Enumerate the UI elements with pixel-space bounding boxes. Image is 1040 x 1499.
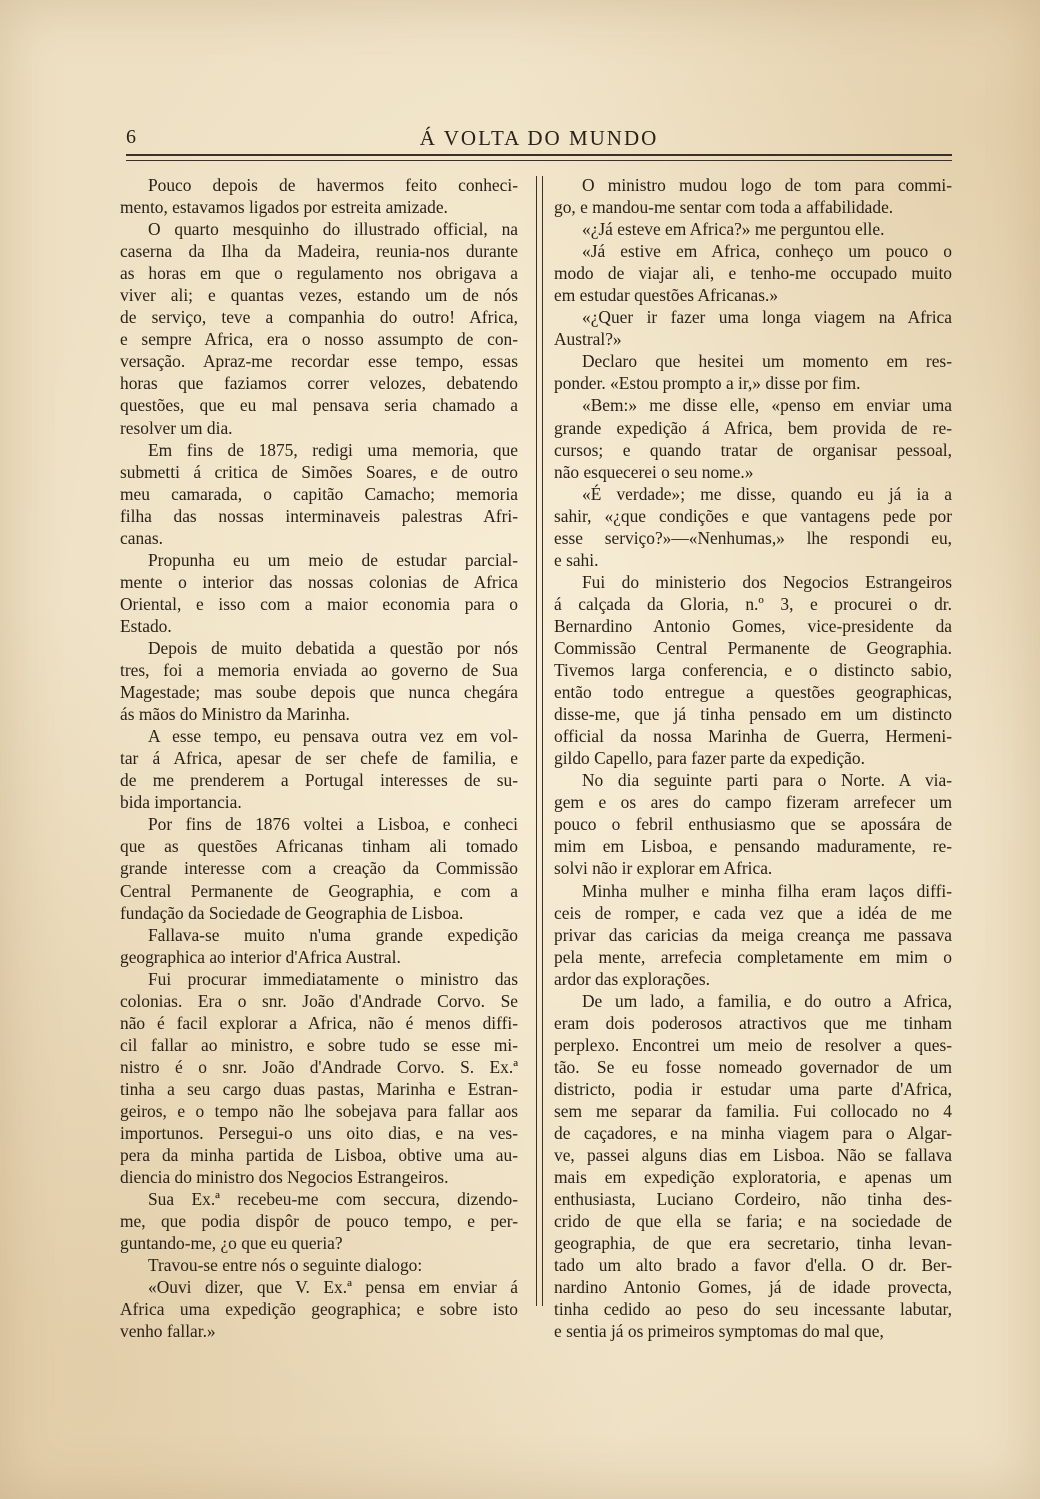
text-line: Fui procurar immediatamente o ministro das: [148, 968, 518, 989]
paragraph: [120, 637, 518, 725]
text-line: «¿Já esteve em Africa?» me perguntou elle.: [582, 219, 885, 240]
paragraph: [554, 990, 952, 1343]
text-line: filha das nossas interminaveis palestras Afri-: [120, 505, 518, 526]
text-line: mim em Lisboa, e pensando maduramente, re-: [554, 836, 952, 857]
text-line: de serviço, teve a companhia do outro! Africa,: [120, 307, 518, 328]
text-line: A esse tempo, eu pensava outra vez em vol-: [148, 726, 518, 747]
text-line: as horas em que o regulamento nos obrigava a: [120, 263, 518, 284]
text-line: ponder. «Estou prompto a ir,» disse por fim.: [554, 373, 861, 394]
text-line: Propunha eu um meio de estudar parcial-: [148, 549, 518, 570]
paragraph: [120, 1276, 518, 1342]
text-line: ardor das explorações.: [554, 968, 710, 989]
text-line: fundação da Sociedade de Geographia de Lisboa.: [120, 902, 464, 923]
text-line: No dia seguinte parti para o Norte. A via-: [582, 770, 952, 791]
paragraph: [120, 1254, 518, 1276]
text-line: me, que podia dispôr de pouco tempo, e per-: [120, 1211, 518, 1232]
text-line: crido de que ella se faria; e na sociedade de: [554, 1211, 952, 1232]
paragraph: [554, 394, 952, 482]
paragraph: [120, 439, 518, 549]
page-header: [126, 124, 952, 154]
header-rule-thin: [126, 160, 952, 161]
text-line: privar das caricias da meiga creança me passava: [554, 924, 952, 945]
text-line: tinha a seu cargo duas pastas, Marinha e Estran-: [120, 1078, 518, 1099]
text-line: O quarto mesquinho do illustrado official, na: [148, 219, 518, 240]
text-line: então todo entregue a questões geographicas,: [554, 682, 952, 703]
text-line: «Já estive em Africa, conheço um pouco o: [582, 241, 952, 262]
text-line: de me prenderem a Portugal interesses de su-: [120, 770, 518, 791]
text-line: venho fallar.»: [120, 1321, 216, 1342]
text-line: questões, que eu mal pensava seria chamado a: [120, 395, 518, 416]
text-line: Depois de muito debatida a questão por nós: [148, 637, 518, 658]
text-line: gem e os ares do campo fizeram arrefecer um: [554, 792, 952, 813]
paragraph: [120, 174, 518, 218]
text-line: tinha cedido ao peso do seu incessante labutar,: [554, 1299, 952, 1320]
text-line: nistro é o snr. João d'Andrade Corvo. S. Ex.ª: [120, 1056, 518, 1077]
text-line: mais em expedição exploratoria, e apenas um: [554, 1167, 952, 1188]
text-line: não esquecerei o seu nome.»: [554, 461, 754, 482]
text-line: Declaro que hesitei um momento em res-: [582, 351, 952, 372]
paragraph: [120, 813, 518, 923]
text-line: «Bem:» me disse elle, «penso em enviar uma: [582, 395, 952, 416]
text-line: Central Permanente de Geographia, e com a: [120, 880, 518, 901]
text-line: solvi não ir explorar em Africa.: [554, 858, 773, 879]
text-line: Austral?»: [554, 329, 622, 350]
text-line: perplexo. Encontrei um meio de resolver a ques-: [554, 1034, 952, 1055]
text-line: canas.: [120, 527, 163, 548]
text-line: Em fins de 1875, redigi uma memoria, que: [148, 439, 518, 460]
text-line: O ministro mudou logo de tom para commi-: [582, 175, 952, 195]
text-line: e sentia já os primeiros symptomas do mal que,: [554, 1321, 884, 1342]
text-line: Sua Ex.ª recebeu-me com seccura, dizendo-: [148, 1189, 518, 1210]
paragraph: [120, 549, 518, 637]
text-line: sahir, «¿que condições e que vantagens pede por: [554, 505, 952, 526]
paragraph: [554, 306, 952, 350]
text-line: Fallava-se muito n'uma grande expedição: [148, 924, 518, 945]
text-line: colonias. Era o snr. João d'Andrade Corvo. Se: [120, 990, 518, 1011]
text-line: cursos; e quando tratar de organisar pessoal,: [554, 439, 952, 460]
paragraph: [554, 174, 952, 218]
paragraph: [120, 924, 518, 968]
text-line: disse-me, que já tinha pensado em um distincto: [554, 704, 952, 725]
text-line: diencia do ministro dos Negocios Estrangeiros.: [120, 1167, 449, 1188]
text-line: Minha mulher e minha filha eram laços diffi-: [582, 880, 952, 901]
text-line: Magestade; mas soube depois que nunca chegára: [120, 682, 518, 703]
text-line: em estudar questões Africanas.»: [554, 285, 779, 306]
text-line: districto, podia ir estudar uma parte d'Africa,: [554, 1078, 952, 1099]
text-line: Africa uma expedição geographica; e sobre isto: [120, 1299, 518, 1320]
text-line: de caçadores, e na minha viagem para o Algar-: [554, 1123, 952, 1144]
paragraph: [120, 968, 518, 1188]
text-line: caserna da Ilha da Madeira, reunia-nos durante: [120, 241, 518, 262]
text-line: tado um alto brado a favor d'ella. O dr. Ber-: [554, 1255, 952, 1276]
text-line: pela mente, arrefecia completamente em mim o: [554, 946, 952, 967]
text-line: modo de viajar ali, e tenho-me occupado muito: [554, 263, 952, 284]
text-line: não é facil explorar a Africa, não é menos diffi-: [120, 1012, 518, 1033]
right-column: [554, 174, 952, 1342]
text-line: pera da minha partida de Lisboa, obtive uma au-: [120, 1145, 518, 1166]
paragraph: [554, 240, 952, 306]
text-line: resolver um dia.: [120, 417, 233, 438]
running-title: Á VOLTA DO MUNDO: [419, 126, 659, 150]
text-line: official da nossa Marinha de Guerra, Hermeni-: [554, 726, 952, 747]
text-line: enthusiasta, Luciano Cordeiro, não tinha des-: [554, 1189, 952, 1210]
text-line: ve, passei alguns dias em Lisboa. Não se fallava: [554, 1145, 952, 1166]
text-line: submetti á critica de Simões Soares, e de outro: [120, 461, 518, 482]
column-divider: [536, 176, 543, 1306]
text-line: e sahi.: [554, 549, 599, 570]
text-line: nardino Antonio Gomes, já de idade provecta,: [554, 1277, 952, 1298]
left-column: [120, 174, 518, 1342]
text-line: Estado.: [120, 615, 172, 636]
text-line: guntando-me, ¿o que eu queria?: [120, 1233, 343, 1254]
text-line: meu camarada, o capitão Camacho; memoria: [120, 483, 518, 504]
text-line: Fui do ministerio dos Negocios Estrangeiros: [582, 571, 952, 592]
paragraph: [120, 1188, 518, 1254]
text-line: gildo Capello, para fazer parte da expedição.: [554, 748, 865, 769]
text-line: go, e mandou-me sentar com toda a affabilidade.: [554, 197, 894, 218]
paragraph: [554, 769, 952, 879]
text-line: Bernardino Antonio Gomes, vice-presidente da: [554, 615, 952, 636]
text-line: ceis de romper, e cada vez que a idéa de me: [554, 902, 952, 923]
text-line: tar á Africa, apesar de ser chefe de familia, e: [120, 748, 518, 769]
paragraph: [554, 483, 952, 571]
header-rule: [126, 154, 952, 156]
text-line: Commissão Central Permanente de Geographia.: [554, 637, 952, 658]
text-line: Travou-se entre nós o seguinte dialogo:: [148, 1255, 423, 1276]
text-line: geographica ao interior d'Africa Austral.: [120, 946, 401, 967]
text-line: sem me separar da familia. Fui collocado no 4: [554, 1100, 952, 1121]
text-line: mente o interior das nossas colonias de Africa: [120, 571, 518, 592]
text-line: De um lado, a familia, e do outro a Africa,: [582, 990, 952, 1011]
text-line: que as questões Africanas tinham ali tomado: [120, 836, 518, 857]
paragraph: [554, 218, 952, 240]
text-line: «¿Quer ir fazer uma longa viagem na Africa: [582, 307, 952, 328]
paragraph: [554, 880, 952, 990]
text-line: horas que faziamos correr velozes, debatendo: [120, 373, 518, 394]
paragraph: [120, 725, 518, 813]
text-line: ás mãos do Ministro da Marinha.: [120, 704, 350, 725]
text-line: Oriental, e isso com a maior economia para o: [120, 593, 518, 614]
text-line: grande expedição á Africa, bem provida de re-: [554, 417, 952, 438]
text-line: pouco o febril enthusiasmo que se apossára de: [554, 814, 952, 835]
text-line: cil fallar ao ministro, e sobre tudo se esse mi-: [120, 1034, 518, 1055]
text-line: versação. Apraz-me recordar esse tempo, essas: [120, 351, 518, 372]
text-line: Tivemos larga conferencia, e o distincto sabio,: [554, 660, 952, 681]
text-line: tão. Se eu fosse nomeado governador de um: [554, 1056, 952, 1077]
text-line: grande interesse com a creação da Commissão: [120, 858, 518, 879]
text-line: geographia, de que era secretario, tinha levan-: [554, 1233, 952, 1254]
text-line: Pouco depois de havermos feito conheci-: [148, 175, 518, 195]
text-line: «É verdade»; me disse, quando eu já ia a: [582, 483, 952, 504]
text-line: eram dois poderosos atractivos que me tinham: [554, 1012, 952, 1033]
text-line: «Ouvi dizer, que V. Ex.ª pensa em enviar á: [148, 1277, 518, 1298]
text-line: importunos. Persegui-o uns oito dias, e na ves-: [120, 1123, 518, 1144]
page-number: 6: [126, 126, 136, 148]
paragraph: [120, 218, 518, 438]
text-line: tres, foi a memoria enviada ao governo de Sua: [120, 660, 518, 681]
paragraph: [554, 571, 952, 769]
text-line: Por fins de 1876 voltei a Lisboa, e conheci: [148, 814, 518, 835]
text-line: á calçada da Gloria, n.º 3, e procurei o dr.: [554, 593, 952, 614]
text-line: viver ali; e quantas vezes, estando um de nós: [120, 285, 518, 306]
text-line: mento, estavamos ligados por estreita amizade.: [120, 197, 448, 218]
text-line: bida importancia.: [120, 792, 242, 813]
paragraph: [554, 350, 952, 394]
text-line: e sempre Africa, era o nosso assumpto de con-: [120, 329, 518, 350]
text-line: esse serviço?»—«Nenhumas,» lhe respondi eu,: [554, 527, 952, 548]
text-line: geiros, e o tempo não lhe sobejava para fallar aos: [120, 1100, 518, 1121]
